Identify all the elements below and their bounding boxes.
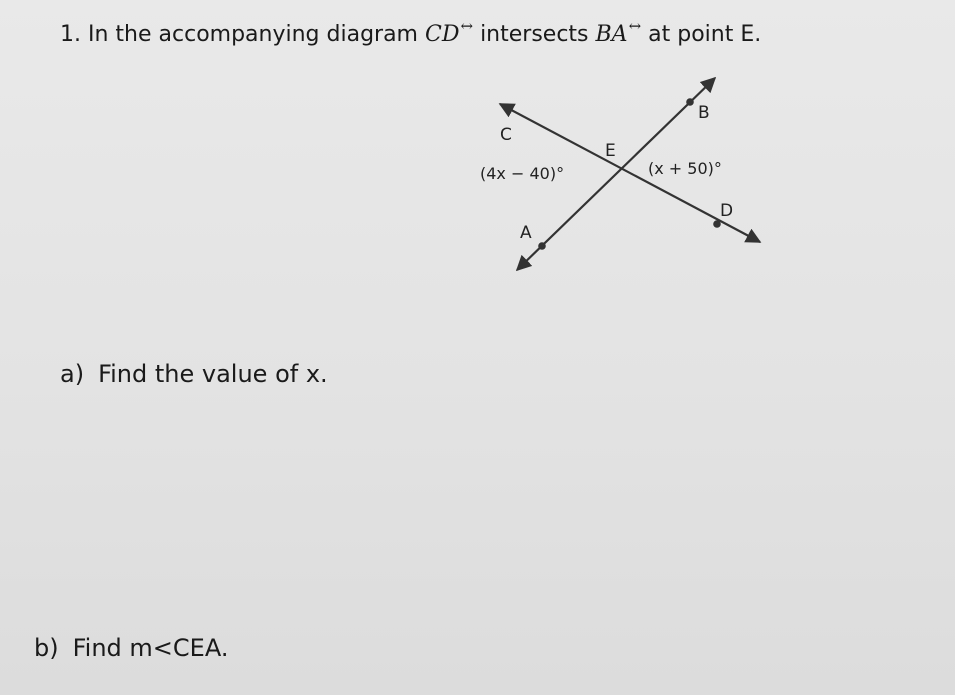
label-c: C — [500, 125, 512, 145]
point-d — [713, 220, 721, 228]
angle-right-expression: (x + 50)° — [648, 159, 722, 178]
label-b: B — [698, 103, 710, 123]
line-cd-arrow: ↔ — [460, 17, 474, 35]
intersecting-lines-diagram — [470, 70, 770, 280]
label-a: A — [520, 223, 532, 243]
part-b-marker: b) — [34, 634, 59, 662]
problem-text-middle: intersects — [480, 22, 589, 47]
label-d: D — [720, 201, 734, 221]
point-b — [686, 98, 694, 106]
line-ba-letters: BA — [595, 22, 628, 47]
line-cd-letters: CD — [425, 22, 460, 47]
line-ba-arrow: ↔ — [628, 17, 642, 35]
problem-statement — [60, 17, 762, 47]
part-b-text: Find m<CEA. — [72, 634, 229, 662]
problem-text-before: In the accompanying diagram — [88, 22, 418, 47]
problem-number: 1. — [60, 22, 81, 47]
part-a-text: Find the value of x. — [98, 360, 328, 388]
point-a — [538, 242, 546, 250]
question-part-b — [34, 634, 228, 662]
question-part-a — [60, 360, 328, 388]
label-e: E — [605, 141, 616, 161]
part-a-marker: a) — [60, 360, 85, 388]
line-cd — [425, 17, 474, 47]
problem-text-after: at point E. — [648, 22, 762, 47]
angle-left-expression: (4x − 40)° — [480, 164, 565, 183]
line-ba — [595, 17, 642, 47]
